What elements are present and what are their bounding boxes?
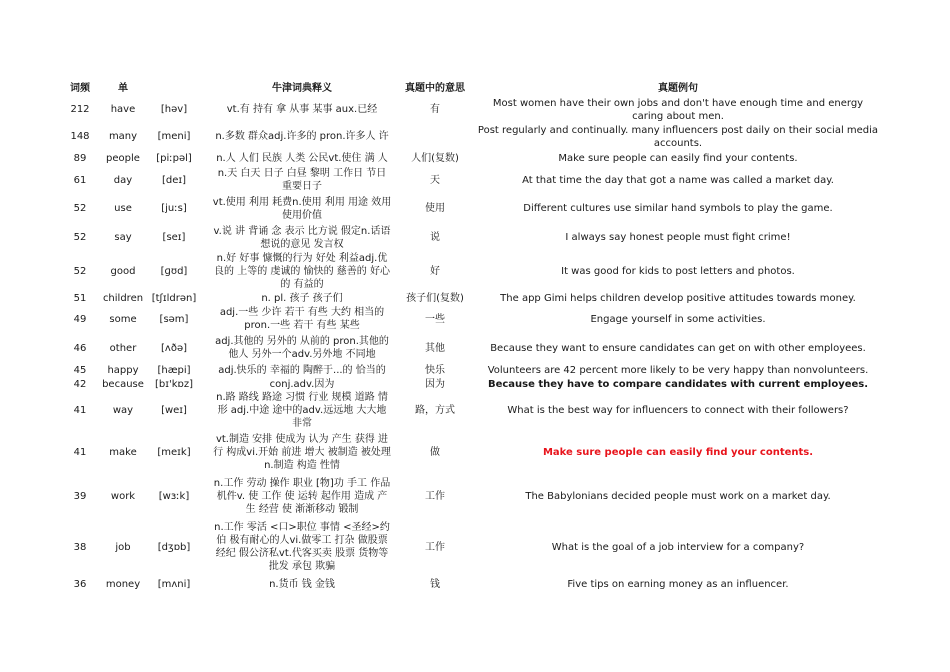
phonetic-cell: [meɪk] (157, 446, 191, 458)
table-row (62, 474, 890, 518)
vocabulary-table (62, 80, 890, 592)
meaning-cell: 工作 (425, 490, 445, 502)
table-row (62, 123, 890, 150)
meaning-cell: 做 (430, 446, 440, 458)
example-cell: Volunteers are 42 percent more likely to be very happy than nonvolunteers. (487, 364, 869, 376)
meaning-cell: 钱 (430, 578, 440, 590)
meaning-cell: 其他 (425, 342, 445, 354)
meaning-cell: 因为 (425, 378, 445, 390)
meaning-cell: 使用 (425, 203, 445, 214)
definition-cell: n. pl. 孩子 孩子们 (261, 292, 343, 304)
vocabulary-sheet (62, 80, 890, 592)
frequency-cell: 41 (73, 446, 87, 458)
phonetic-cell: [deɪ] (161, 174, 187, 186)
frequency-cell: 51 (73, 292, 87, 304)
phonetic-cell: [səm] (159, 313, 189, 325)
example-cell: What is the best way for influencers to connect with their followers? (507, 405, 849, 416)
definition-cell: adj.快乐的 幸福的 陶醉于...的 恰当的 (218, 364, 386, 376)
definition-cell: n.天 白天 日子 白昼 黎明 工作日 节日 重要日子 (217, 168, 387, 192)
frequency-cell: 49 (73, 313, 87, 325)
word-cell: some (109, 313, 137, 325)
frequency-cell: 52 (73, 232, 87, 243)
word-cell: other (109, 342, 137, 354)
definition-cell: v.说 讲 背诵 念 表示 比方说 假定n.话语 想说的意见 发言权 (213, 225, 391, 250)
table-row (62, 363, 890, 377)
definition-cell: adj.一些 少许 若干 有些 大约 相当的 pron.一些 若干 有些 某些 (219, 307, 385, 331)
phonetic-cell: [tʃɪldrən] (151, 292, 197, 304)
example-cell: Most women have their own jobs and don't have enough time and energy caring about men. (492, 97, 864, 122)
meaning-cell: 人们(复数) (411, 152, 459, 164)
meaning-cell: 好 (430, 266, 440, 277)
phonetic-cell: [ʌðə] (161, 342, 187, 354)
frequency-cell: 52 (73, 266, 87, 277)
word-cell: use (114, 203, 132, 214)
table-row (62, 430, 890, 474)
example-cell: At that time the day that got a name was called a market day. (522, 174, 834, 186)
table-row (62, 194, 890, 223)
frequency-cell: 36 (73, 578, 87, 590)
example-cell: Because they have to compare candidates with current employees. (487, 378, 869, 390)
table-row (62, 305, 890, 333)
header-frequency: 词频 (70, 82, 90, 94)
phonetic-cell: [mʌni] (157, 578, 191, 590)
example-cell: The Babylonians decided people must work on a market day. (525, 490, 831, 502)
meaning-cell: 孩子们(复数) (406, 292, 464, 304)
definition-cell: n.工作 劳动 操作 职业 [物]功 手工 作品 机件v. 使 工作 使 运转 起作用 造成 产生 经营 使 渐渐移动 锻制 (213, 477, 391, 515)
phonetic-cell: [meni] (157, 131, 191, 142)
word-cell: day (113, 174, 133, 186)
table-row (62, 252, 890, 291)
meaning-cell (404, 123, 466, 150)
meaning-cell: 天 (430, 174, 440, 186)
frequency-cell: 89 (73, 152, 87, 164)
table-row (62, 333, 890, 363)
phonetic-cell: [juːs] (161, 203, 187, 214)
table-row (62, 518, 890, 576)
example-cell: Because they want to ensure candidates can get on with other employees. (490, 342, 866, 354)
word-cell: have (110, 104, 136, 115)
table-row (62, 377, 890, 391)
example-cell: Make sure people can easily find your contents. (558, 152, 798, 164)
definition-cell: vt.有 持有 拿 从事 某事 aux.已经 (226, 104, 378, 115)
meaning-cell: 说 (430, 232, 440, 243)
header-row (62, 80, 890, 96)
phonetic-cell: [wɜːk] (158, 490, 190, 502)
frequency-cell: 148 (70, 131, 90, 142)
word-cell: make (109, 446, 137, 458)
word-cell: say (114, 232, 132, 243)
frequency-cell: 38 (73, 541, 87, 553)
meaning-cell: 一些 (425, 313, 445, 325)
definition-cell: vt.制造 安排 使成为 认为 产生 获得 进行 构成vi.开始 前进 增大 被制造 被处理n.制造 构造 性情 (213, 433, 391, 471)
frequency-cell: 52 (73, 203, 87, 214)
example-cell: It was good for kids to post letters and photos. (561, 266, 795, 277)
meaning-cell: 快乐 (425, 364, 445, 376)
word-cell: children (102, 292, 144, 304)
definition-cell: vt.使用 利用 耗费n.使用 利用 用途 效用 使用价值 (212, 196, 392, 221)
frequency-cell: 46 (73, 342, 87, 354)
definition-cell: n.好 好事 慷慨的行为 好处 利益adj.优良的 上等的 虔诚的 愉快的 慈善的 好心的 有益的 (214, 253, 390, 290)
table-row (62, 150, 890, 166)
phonetic-cell: [həv] (160, 104, 188, 115)
phonetic-cell: [piːpəl] (156, 152, 192, 164)
word-cell: many (108, 131, 138, 142)
frequency-cell: 45 (73, 364, 87, 376)
table-row (62, 223, 890, 252)
phonetic-cell: [ɡʊd] (160, 266, 188, 277)
word-cell: money (105, 578, 141, 590)
phonetic-cell: [dʒɒb] (157, 541, 191, 553)
header-definition: 牛津词典释义 (272, 82, 332, 94)
phonetic-cell: [bɪ'kɒz] (154, 378, 193, 390)
frequency-cell: 212 (70, 104, 90, 115)
frequency-cell: 41 (73, 405, 87, 416)
phonetic-cell: [hæpi] (157, 364, 191, 376)
example-cell: What is the goal of a job interview for a company? (551, 541, 805, 553)
definition-cell: n.人 人们 民族 人类 公民vt.使住 满 人 (216, 152, 388, 164)
table-row (62, 96, 890, 123)
meaning-cell: 工作 (425, 541, 445, 553)
meaning-cell: 有 (430, 104, 440, 115)
frequency-cell: 42 (73, 378, 87, 390)
example-cell: Different cultures use similar hand symbols to play the game. (523, 203, 833, 214)
example-cell: The app Gimi helps children develop positive attitudes towards money. (500, 292, 856, 304)
table-row (62, 291, 890, 305)
word-cell: happy (107, 364, 139, 376)
word-cell: job (115, 541, 131, 553)
example-cell: Make sure people can easily find your contents. (542, 446, 814, 458)
header-phonetic (148, 80, 200, 96)
word-cell: way (112, 405, 134, 416)
definition-cell: n.路 路线 路途 习惯 行业 规模 道路 情形 adj.中途 途中的adv.远远地 大大地 非常 (216, 392, 388, 429)
table-body (62, 96, 890, 592)
example-cell: Post regularly and continually. many influencers post daily on their social media accounts. (477, 124, 879, 149)
example-cell: Engage yourself in some activities. (590, 313, 766, 325)
phonetic-cell: [weɪ] (161, 405, 187, 416)
table-row (62, 576, 890, 592)
definition-cell: n.货币 钱 金钱 (269, 578, 335, 590)
example-cell: I always say honest people must fight crime! (565, 232, 791, 243)
definition-cell: n.工作 零活 <口>职位 事情 <圣经>约伯 极有耐心的人vi.做零工 打杂 做股票经纪 假公济私vt.代客买卖 股票 货物等 批发 承包 欺骗 (214, 522, 390, 572)
word-cell: good (110, 266, 136, 277)
meaning-cell: 路，方式 (415, 405, 455, 416)
header-meaning: 真题中的意思 (405, 82, 465, 94)
frequency-cell: 39 (73, 490, 87, 502)
table-row (62, 166, 890, 194)
example-cell: Five tips on earning money as an influencer. (567, 578, 789, 590)
table-row (62, 391, 890, 430)
definition-cell: n.多数 群众adj.许多的 pron.许多人 许 (215, 131, 389, 142)
header-word: 单 (118, 82, 128, 94)
header-example: 真题例句 (658, 82, 698, 94)
word-cell: because (102, 378, 144, 390)
word-cell: people (106, 152, 140, 164)
word-cell: work (110, 490, 136, 502)
definition-cell: conj.adv.因为 (269, 378, 335, 390)
frequency-cell: 61 (73, 174, 87, 186)
phonetic-cell: [seɪ] (162, 232, 186, 243)
definition-cell: adj.其他的 另外的 从前的 pron.其他的 他人 另外一个adv.另外地 不同地 (215, 336, 389, 360)
